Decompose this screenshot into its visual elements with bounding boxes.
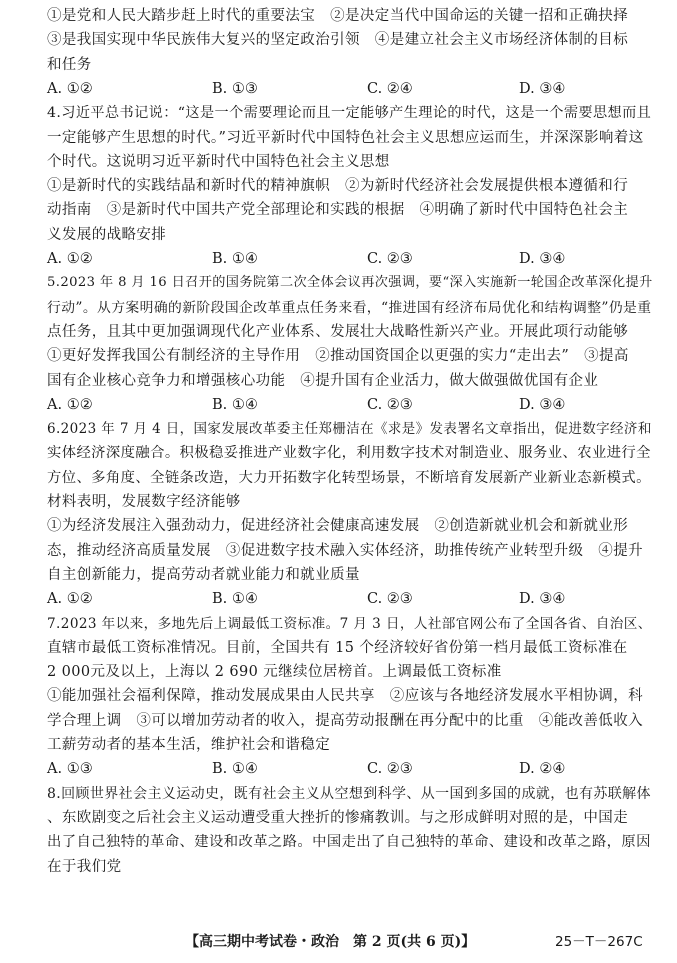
page-footer	[0, 930, 677, 954]
text-line: 7.2023 年以来，多地先后上调最低工资标准。7 月 3 日，人社部官网公布了全国各省、自治区、	[47, 615, 652, 632]
footer-code: 25－T－267C	[555, 934, 643, 950]
answer-option-b: B. ①④	[212, 396, 258, 413]
text-line: 4.习近平总书记说：“这是一个需要理论而且一定能够产生理论的时代，这是一个需要思想而且	[47, 105, 652, 122]
text-line: ①是新时代的实践结晶和新时代的精神旗帜 ②为新时代经济社会发展提供根本遵循和行	[47, 178, 629, 195]
text-line: 点任务，且其中更加强调现代化产业体系、发展壮大战略性新兴产业。开展此项行动能够	[47, 323, 629, 340]
text-line: 行动”。从方案明确的新阶段国企改革重点任务来看，“推进国有经济布局优化和结构调整”仍是重	[47, 299, 652, 316]
answer-option-a: A. ①②	[47, 251, 93, 267]
answer-option-a: A. ①②	[47, 80, 93, 97]
answer-options	[47, 249, 651, 269]
text-line: 动指南 ③是新时代中国共产党全部理论和实践的根据 ④明确了新时代中国特色社会主	[47, 202, 629, 219]
answer-option-b: B. ①④	[212, 761, 258, 778]
text-line: 、东欧剧变之后社会主义运动遭受重大挫折的惨痛教训。与之形成鲜明对照的是，中国走	[47, 809, 629, 826]
answer-option-c: C. ②③	[367, 396, 413, 413]
answer-option-c: C. ②③	[367, 251, 413, 267]
text-line: 义发展的战略安排	[47, 226, 167, 243]
answer-option-c: C. ②③	[367, 591, 413, 608]
text-line: 工薪劳动者的基本生活，维护社会和谐稳定	[47, 737, 331, 753]
answer-option-d: D. ③④	[519, 80, 566, 97]
answer-option-b: B. ①③	[212, 80, 258, 97]
text-line: 直辖市最低工资标准情况。目前，全国共有 15 个经济较好省份第一档月最低工资标准在	[47, 639, 628, 656]
text-line: 态，推动经济高质量发展 ③促进数字技术融入实体经济，助推传统产业转型升级 ④提升	[47, 542, 643, 559]
answer-options	[47, 395, 651, 415]
text-line: 在于我们党	[47, 858, 122, 875]
answer-option-c: C. ②③	[367, 761, 413, 778]
answer-option-d: D. ③④	[519, 396, 566, 413]
answer-option-d: D. ③④	[519, 591, 566, 608]
text-line: 8.回顾世界社会主义运动史，既有社会主义从空想到科学、从一国到多国的成就，也有苏联解体	[47, 785, 651, 802]
text-line: 学合理上调 ③可以增加劳动者的收入，提高劳动报酬在再分配中的比重 ④能改善低收入	[47, 712, 643, 729]
text-line: 国有企业核心竞争力和增强核心功能 ④提升国有企业活力，做大做强做优国有企业	[47, 372, 599, 389]
text-line: 6.2023 年 7 月 4 日，国家发展改革委主任郑栅洁在《求是》发表署名文章指出，促进数字经济和	[47, 421, 652, 438]
answer-option-b: B. ①④	[212, 251, 258, 267]
text-line: 方位、多角度、全链条改造，大力开拓数字化转型场景，不断培育发展新产业新业态新模式。	[47, 469, 651, 486]
text-line: 2 000元及以上，上海以 2 690 元继续位居榜首。上调最低工资标准	[47, 664, 502, 681]
answer-option-a: A. ①③	[47, 761, 93, 778]
text-line: 个时代。这说明习近平新时代中国特色社会主义思想	[47, 153, 390, 170]
answer-option-d: D. ②④	[519, 761, 566, 778]
text-line: ①能加强社会福利保障，推动发展成果由人民共享 ②应该与各地经济发展水平相协调，科	[47, 688, 643, 705]
text-line: 材料表明，发展数字经济能够	[47, 494, 241, 510]
text-line: ③是我国实现中华民族伟大复兴的坚定政治引领 ④是建立社会主义市场经济体制的目标	[47, 32, 629, 49]
footer-title: 【高三期中考试卷・政治 第 2 页(共 6 页)】	[185, 934, 476, 950]
text-line: ①为经济发展注入强劲动力，促进经济社会健康高速发展 ②创造新就业机会和新就业形	[47, 518, 629, 535]
answer-options	[47, 759, 651, 779]
answer-option-a: A. ①②	[47, 396, 93, 413]
answer-option-d: D. ③④	[519, 251, 566, 267]
text-line: 实体经济深度融合。积极稳妥推进产业数字化，利用数字技术对制造业、服务业、农业进行全	[47, 445, 651, 462]
text-line: 出了自己独特的革命、建设和改革之路。中国走出了自己独特的革命、建设和改革之路，原因	[47, 834, 651, 851]
text-line: ①是党和人民大踏步赶上时代的重要法宝 ②是决定当代中国命运的关键一招和正确抉择	[47, 8, 629, 24]
text-line: ①更好发挥我国公有制经济的主导作用 ②推动国资国企以更强的实力“走出去” ③提高	[47, 348, 629, 365]
answer-options	[47, 79, 651, 99]
answer-option-a: A. ①②	[47, 591, 93, 608]
answer-option-b: B. ①④	[212, 591, 258, 608]
text-line: 和任务	[47, 56, 92, 73]
text-line: 自主创新能力，提高劳动者就业能力和就业质量	[47, 566, 360, 583]
text-line: 5.2023 年 8 月 16 日召开的国务院第二次全体会议再次强调，要“深入实施新一轮国企改革深化提升	[47, 275, 653, 291]
text-line: 一定能够产生思想的时代。”习近平新时代中国特色社会主义思想应运而生，并深深影响着这	[47, 129, 644, 146]
answer-option-c: C. ②④	[367, 80, 413, 97]
answer-options	[47, 589, 651, 609]
